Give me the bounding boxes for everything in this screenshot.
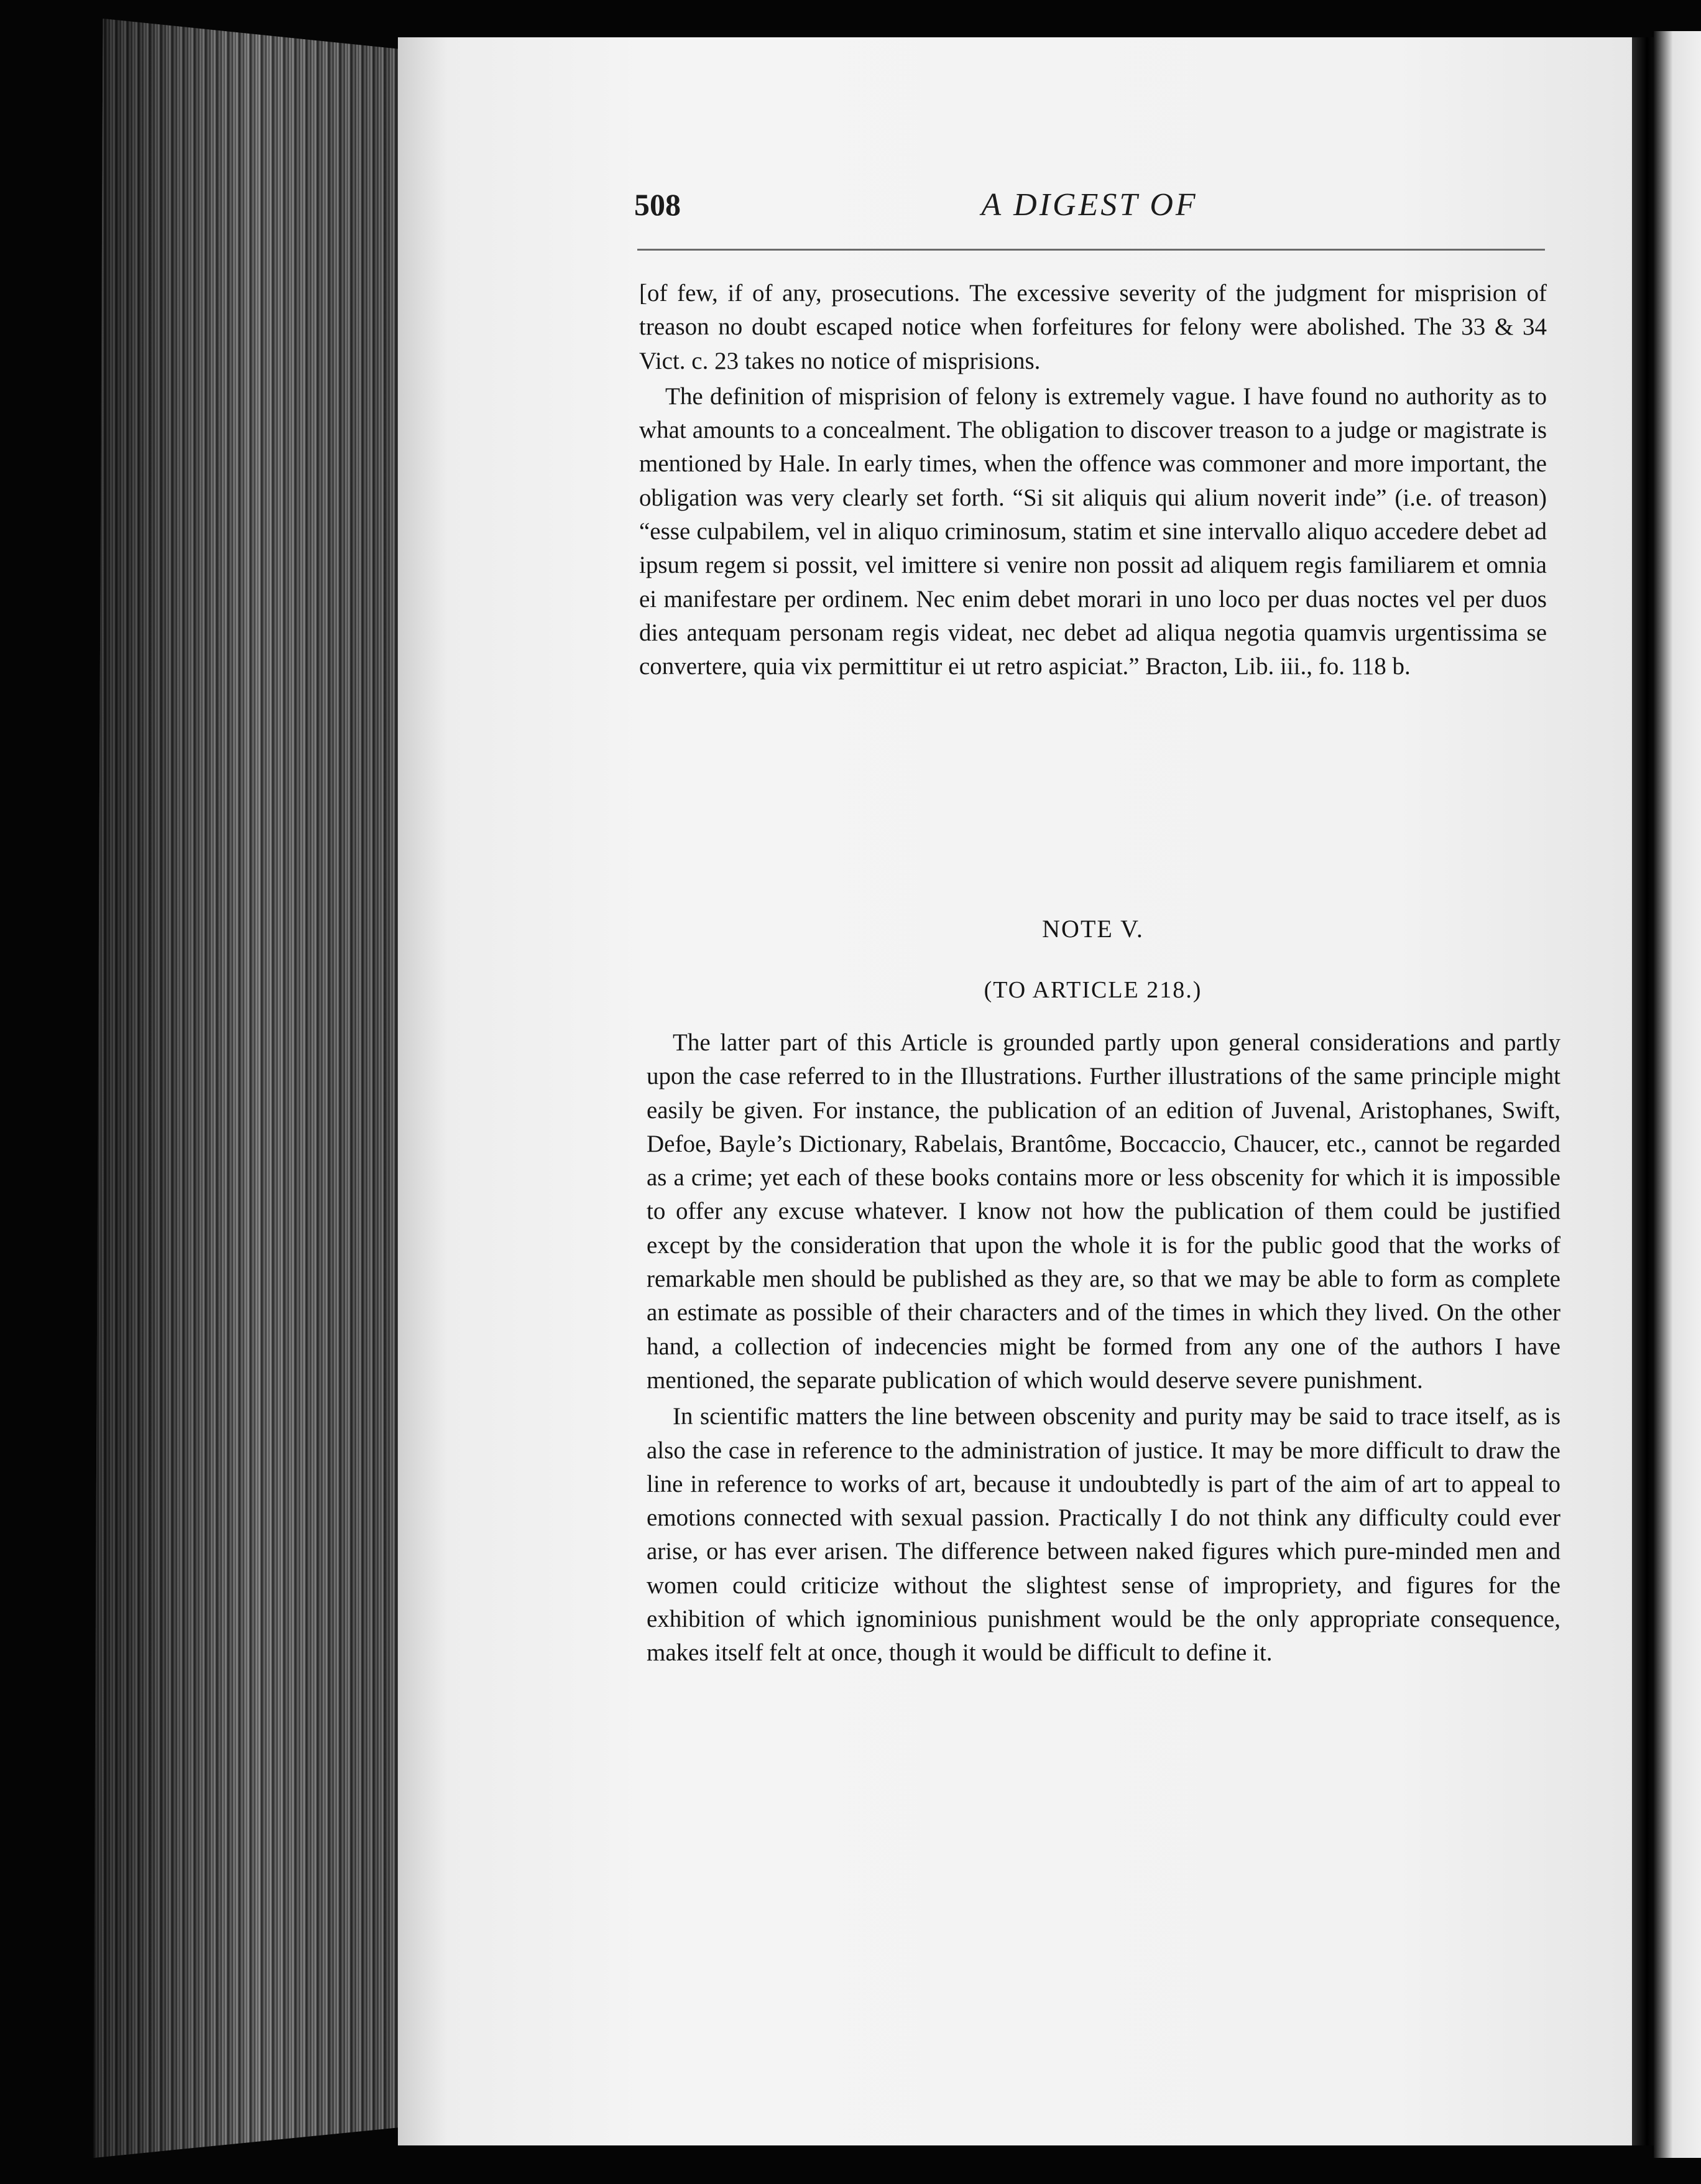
note-body-text <box>647 1026 1560 1670</box>
paragraph: In scientific matters the line between obscenity and purity may be said to trace itself, as is also the case in reference to the administration of justice. It may be more difficult to draw the line in reference to works of art, because it undoubtedly is part of the aim of art to appeal to emotions connected with sexual passion. Practically I do not think any difficulty could ever arise, or has ever arisen. The difference between naked figures which pure-minded men and women could criticize without the slightest sense of impropriety, and figures for the exhibition of which ignominious punishment would be the only appropriate consequence, makes itself felt at once, though it would be difficult to define it. <box>647 1403 1560 1667</box>
continued-note-text <box>639 277 1547 684</box>
running-head <box>634 187 1545 230</box>
page-gutter <box>1632 37 1657 2145</box>
header-rule <box>637 249 1545 251</box>
page-number: 508 <box>634 187 681 222</box>
note-article-reference: (TO ARTICLE 218.) <box>984 977 1202 1003</box>
book-page-edges <box>93 19 417 2158</box>
adjacent-page-edge <box>1654 31 1701 2158</box>
paragraph: [of few, if of any, prosecutions. The excessive severity of the judgment for misprision of treason no doubt escaped notice when forfeitures for felony were abolished. The 33 & 34 Vict. c. 23 takes no notice of misprisions. <box>639 280 1547 374</box>
paragraph: The latter part of this Article is grounded partly upon general considerations and partly upon the case referred to in the Illustrations. Further illustrations of the same principle might easily be given. For instance, the publication of an edition of Juvenal, Aristophanes, Swift, Defoe, Bayle’s Dictionary, Rabelais, Brantôme, Boccaccio, Chaucer, etc., cannot be regarded as a crime; yet each of these books contains more or less obscenity for which it is impossible to offer any excuse whatever. I know not how the publication of them could be justified except by the consideration that upon the whole it is for the public good that the works of remarkable men should be published as they are, so that we may be able to form as complete an estimate as possible of their characters and of the times in which they lived. On the other hand, a collection of indecencies might be formed from any one of the authors I have mentioned, the separate publication of which would deserve severe punishment. <box>647 1029 1560 1394</box>
paragraph: The definition of misprision of felony is extremely vague. I have found no authority as to what amounts to a concealment. The obligation to discover treason to a judge or magistrate is mentioned by Hale. In early times, when the offence was commoner and more important, the obligation was very clearly set forth. “Si sit aliquis qui alium noverit inde” (i.e. of treason) “esse culpabilem, vel in aliquo criminosum, statim et sine intervallo aliquo accedere debet ad ipsum regem si possit, vel imittere si venire non possit ad aliquem regis familiarem et omnia ei manifestare per ordinem. Nec enim debet morari in uno loco per duas noctes vel per duos dies antequam personam regis videat, nec debet ad aliqua negotia quamvis urgentissima se convertere, quia vix permittitur ei ut retro aspiciat.” Bracton, Lib. iii., fo. 118 b. <box>639 382 1547 680</box>
note-heading: NOTE V. <box>1042 915 1144 943</box>
running-title: A DIGEST OF <box>981 187 1198 223</box>
